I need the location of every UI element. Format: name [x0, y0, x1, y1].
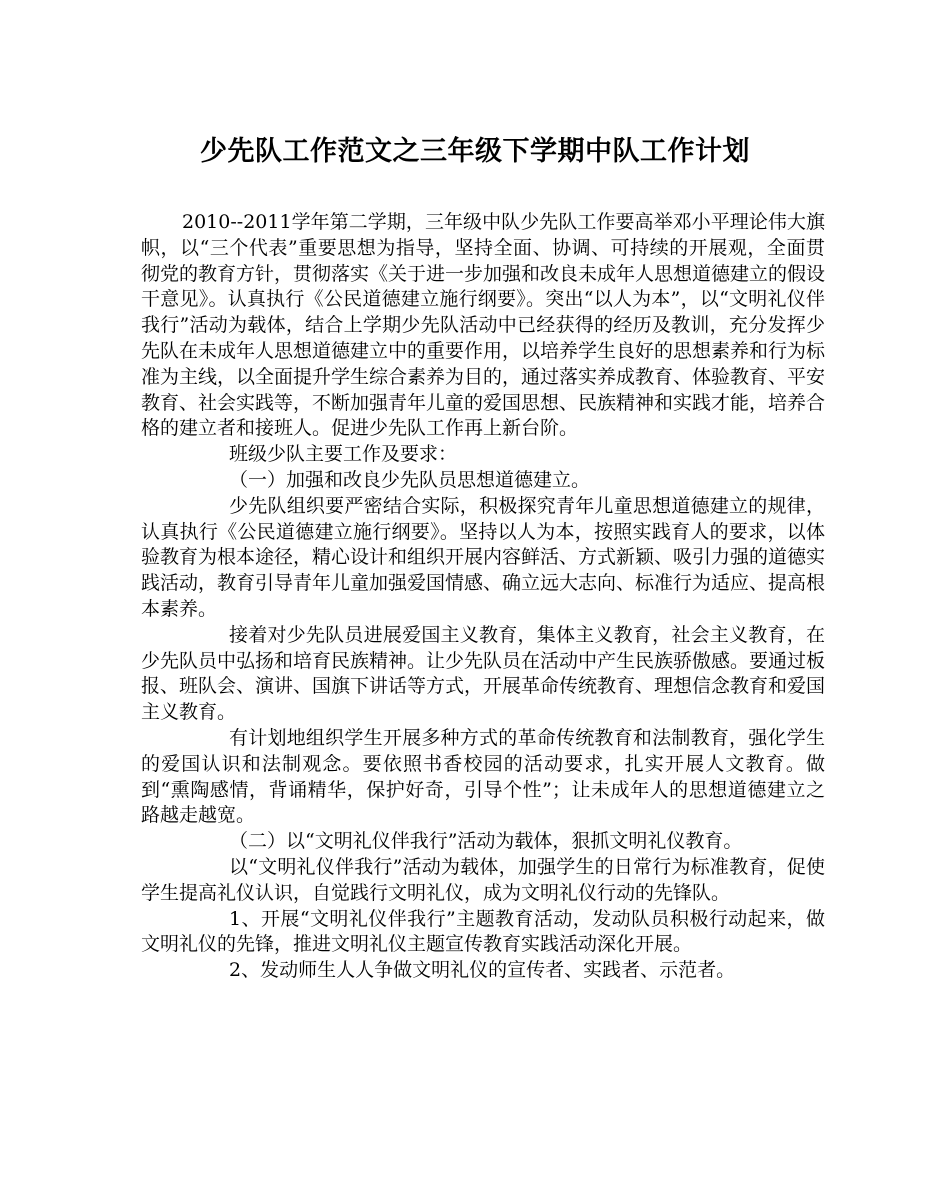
list-item-1: 1、开展“文明礼仪伴我行”主题教育活动，发动队员积极行动起来，做文明礼仪的先锋，推进文明礼仪主题宣传教育实践活动深化开展。 — [141, 907, 825, 956]
paragraph-main-tasks-heading: 班级少队主要工作及要求： — [229, 443, 458, 466]
document-body — [141, 210, 825, 984]
list-item-2: 2、发动师生人人争做文明礼仪的宣传者、实践者、示范者。 — [229, 959, 736, 982]
section-heading-2: （二）以“文明礼仪伴我行”活动为载体，狠抓文明礼仪教育。 — [229, 830, 743, 853]
paragraph-section-1-a: 少先队组织要严密结合实际，积极探究青年儿童思想道德建立的规律，认真执行《公民道德建立施行纲要》。坚持以人为本，按照实践育人的要求，以体验教育为根本途径，精心设计和组织开展内容鲜活、方式新颖、吸引力强的道德实践活动，教育引导青年儿童加强爱国情感、确立远大志向、标准行为适应、提高根本素养。 — [141, 494, 826, 620]
paragraph-section-2-a: 以“文明礼仪伴我行”活动为载体，加强学生的日常行为标准教育，促使学生提高礼仪认识，自觉践行文明礼仪，成为文明礼仪行动的先锋队。 — [141, 855, 825, 904]
section-heading-1: （一）加强和改良少先队员思想道德建立。 — [229, 468, 591, 491]
paragraph-intro: 2010--2011学年第二学期，三年级中队少先队工作要高举邓小平理论伟大旗帜，以“三个代表”重要思想为指导，坚持全面、协调、可持续的开展观，全面贯彻党的教育方针，贯彻落实《关于进一步加强和改良未成年人思想道德建立的假设干意见》。认真执行《公民道德建立施行纲要》。突出“以人为本”，以“文明礼仪伴我行”活动为载体，结合上学期少先队活动中已经获得的经历及教训，充分发挥少先队在未成年人思想道德建立中的重要作用，以培养学生良好的思想素养和行为标准为主线，以全面提升学生综合素养为目的，通过落实养成教育、体验教育、平安教育、社会实践等，不断加强青年儿童的爱国思想、民族精神和实践才能，培养合格的建立者和接班人。促进少先队工作再上新台阶。 — [141, 211, 826, 440]
paragraph-section-1-b: 接着对少先队员进展爱国主义教育，集体主义教育，社会主义教育，在少先队员中弘扬和培育民族精神。让少先队员在活动中产生民族骄傲感。要通过板报、班队会、演讲、国旗下讲话等方式，开展革命传统教育、理想信念教育和爱国主义教育。 — [141, 623, 826, 724]
document-title: 少先队工作范文之三年级下学期中队工作计划 — [200, 136, 750, 167]
paragraph-section-1-c: 有计划地组织学生开展多种方式的革命传统教育和法制教育，强化学生的爱国认识和法制观念。要依照书香校园的活动要求，扎实开展人文教育。做到“熏陶感情，背诵精华，保护好奇，引导个性”；让未成年人的思想道德建立之路越走越宽。 — [141, 726, 825, 827]
